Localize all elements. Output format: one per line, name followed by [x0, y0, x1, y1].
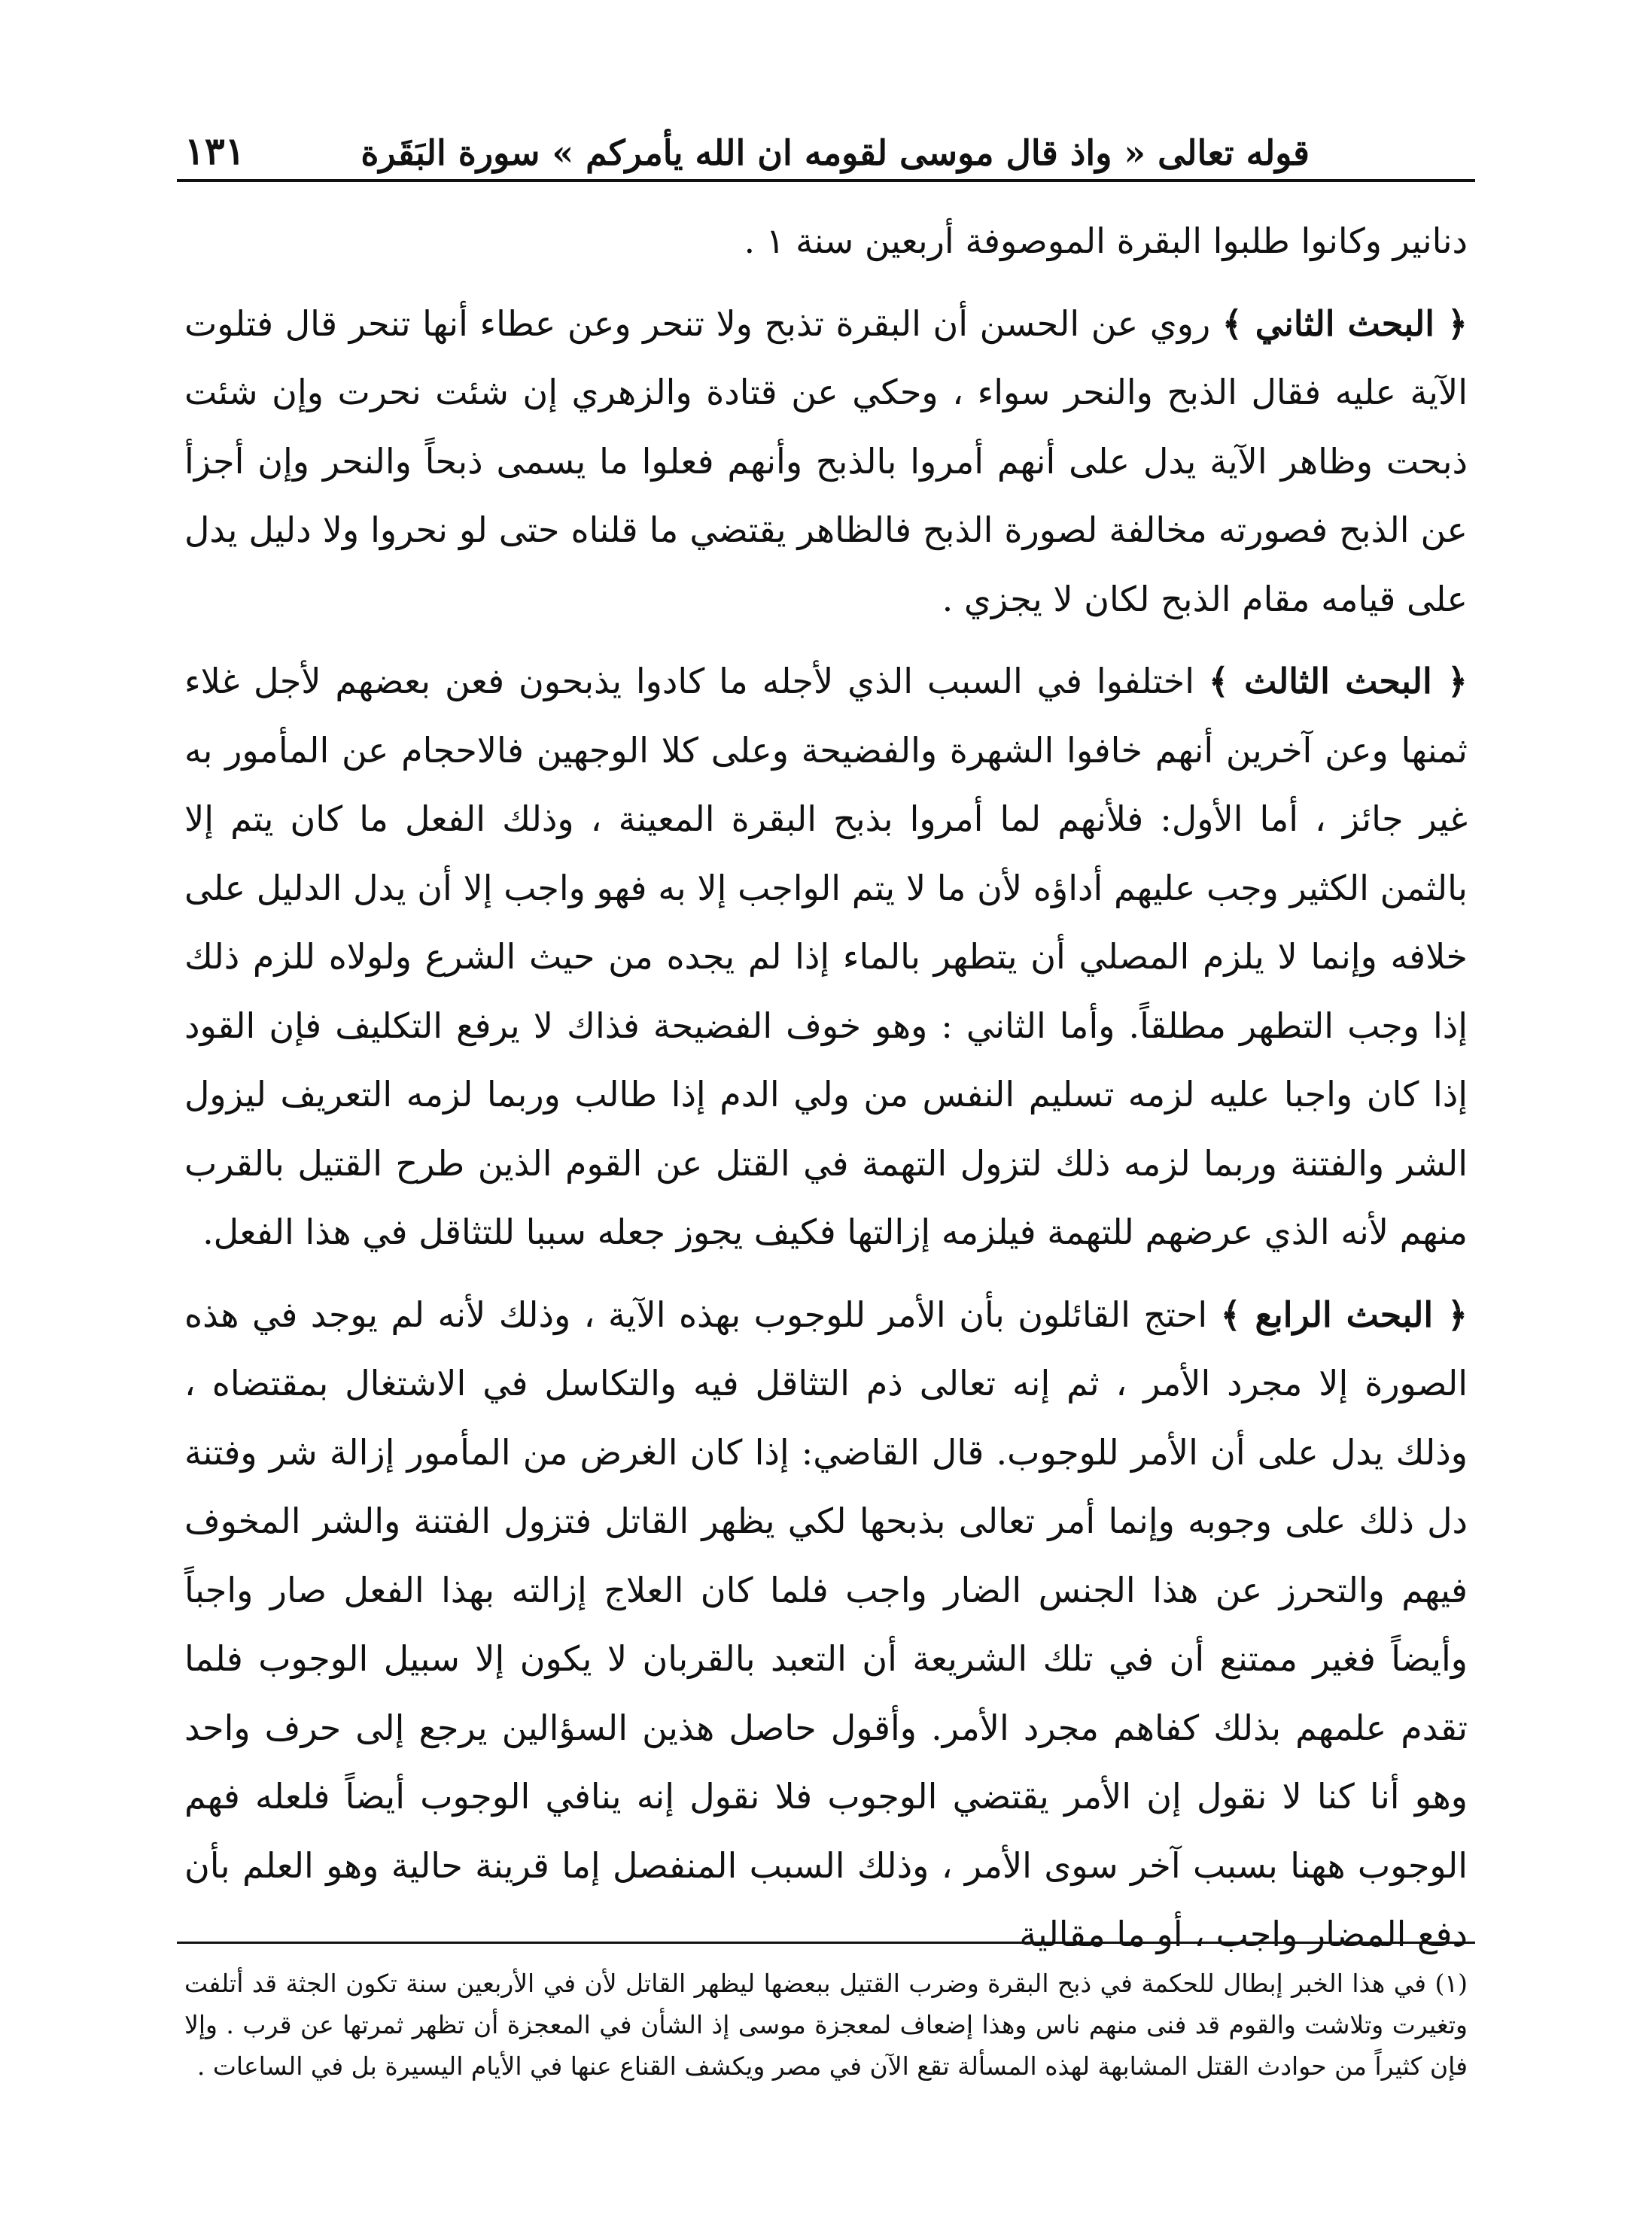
paragraph-continuation: دنانير وكانوا طلبوا البقرة الموصوفة أربعين سنة ١ .: [744, 220, 1468, 261]
footnote-divider: [177, 1942, 1475, 1944]
section-heading-third: ﴿ البحث الثالث ﴾: [1208, 661, 1468, 701]
page-number: ١٣١: [184, 129, 245, 173]
header-divider: [177, 179, 1475, 182]
footnote: (١) في هذا الخبر إبطال للحكمة في ذبح البقرة وضرب القتيل ببعضها ليظهر القاتل لأن في الأربعين سنة تكون الجثة قد أتلفت وتغيرت وتلاشت والقوم قد فنى منهم ناس وهذا إضعاف لمعجزة موسى إذ الشأن في المعجزة أن تظهر ثمرتها عن قرب . وإلا فإن كثيراً من حوادث القتل المشابهة لهذه المسألة تقع الآن في مصر ويكشف القناع عنها في الأيام اليسيرة بل في الساعات .: [184, 1969, 1468, 2081]
paragraph-fourth-inquiry: [184, 1281, 1468, 1969]
main-text: [184, 207, 1468, 1969]
paragraph-third-inquiry: [184, 647, 1468, 1267]
paragraph-text: اختلفوا في السبب الذي لأجله ما كادوا يذبحون فعن بعضهم لأجل غلاء ثمنها وعن آخرين أنهم خافوا الشهرة والفضيحة وعلى كلا الوجهين فالاحجام عن المأمور به غير جائز ، أما الأول: فلأنهم لما أمروا بذبح البقرة المعينة ، وذلك الفعل ما كان يتم إلا بالثمن الكثير وجب عليهم أداؤه لأن ما لا يتم الواجب إلا به فهو واجب إلا أن يدل الدليل على خلافه وإنما لا يلزم المصلي أن يتطهر بالماء إذا لم يجده من حيث الشرع ولولاه للزم ذلك إذا وجب التطهر مطلقاً. وأما الثاني : وهو خوف الفضيحة فذاك لا يرفع التكليف فإن القود إذا كان واجبا عليه لزمه تسليم النفس من ولي الدم إذا طالب وربما لزمه التعريف ليزول الشر والفتنة وربما لزمه ذلك لتزول التهمة في القتل عن القوم الذين طرح القتيل بالقرب منهم لأنه الذي عرضهم للتهمة فيلزمه إزالتها فكيف يجوز جعله سببا للتثاقل في هذا الفعل.: [184, 661, 1468, 1252]
section-heading-second: ﴿ البحث الثاني ﴾: [1222, 303, 1468, 344]
paragraph-text: روي عن الحسن أن البقرة تذبح ولا تنحر وعن عطاء أنها تنحر قال فتلوت الآية عليه فقال الذبح والنحر سواء ، وحكي عن قتادة والزهري إن شئت نحرت وإن شئت ذبحت وظاهر الآية يدل على أنهم أمروا بالذبح وأنهم فعلوا ما يسمى ذبحاً والنحر وإن أجزأ عن الذبح فصورته مخالفة لصورة الذبح فالظاهر يقتضي ما قلناه حتى لو نحروا ولا دليل يدل على قيامه مقام الذبح لكان لا يجزي .: [184, 303, 1468, 619]
paragraph-second-inquiry: [184, 290, 1468, 634]
page-header: [184, 105, 1468, 173]
running-title: قوله تعالى « واذ قال موسى لقومه ان الله يأمركم » سورة البَقَرة: [361, 132, 1310, 173]
paragraph-text: احتج القائلون بأن الأمر للوجوب بهذه الآية ، وذلك لأنه لم يوجد في هذه الصورة إلا مجرد الأمر ، ثم إنه تعالى ذم التثاقل فيه والتكاسل في الاشتغال بمقتضاه ، وذلك يدل على أن الأمر للوجوب. قال القاضي: إذا كان الغرض من المأمور إزالة شر وفتنة دل ذلك على وجوبه وإنما أمر تعالى بذبحها لكي يظهر القاتل فتزول الفتنة والشر المخوف فيهم والتحرز عن هذا الجنس الضار واجب فلما كان العلاج إزالته بهذا الفعل صار واجباً وأيضاً فغير ممتنع أن في تلك الشريعة أن التعبد بالقربان لا يكون إلا سبيل الوجوب فلما تقدم علمهم بذلك كفاهم مجرد الأمر. وأقول حاصل هذين السؤالين يرجع إلى حرف واحد وهو أنا كنا لا نقول إن الأمر يقتضي الوجوب فلا نقول إنه ينافي الوجوب أيضاً فلعله فهم الوجوب ههنا بسبب آخر سوى الأمر ، وذلك السبب المنفصل إما قرينة حالية وهو العلم بأن دفع المضار واجب ، أو ما مقالية: [184, 1294, 1468, 1954]
section-heading-fourth: ﴿ البحث الرابع ﴾: [1220, 1294, 1468, 1335]
